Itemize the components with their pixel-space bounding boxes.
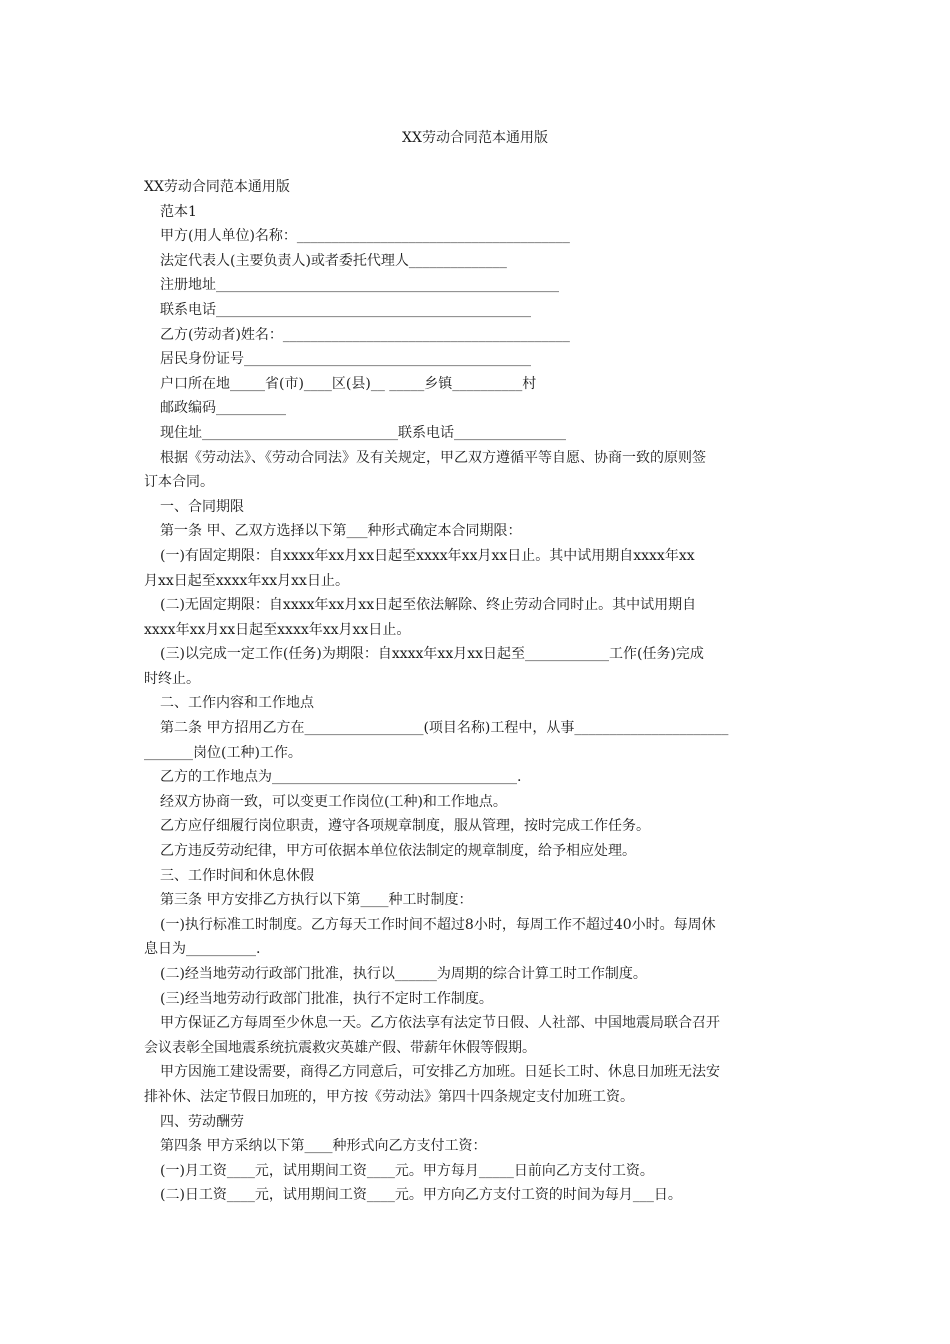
text-line: 乙方应仔细履行岗位职责，遵守各项规章制度，服从管理，按时完成工作任务。: [160, 818, 650, 835]
text-line: (二)经当地劳动行政部门批准，执行以______为周期的综合计算工时工作制度。: [160, 966, 647, 982]
text-line: (一)月工资____元，试用期间工资____元。甲方每月_____日前向乙方支付工资。: [160, 1162, 654, 1179]
text-line: 乙方的工作地点为___________________________________.: [160, 769, 522, 786]
text-line: 乙方违反劳动纪律，甲方可依据本单位依法制定的规章制度，给予相应处理。: [160, 843, 636, 860]
text-line: 三、工作时间和休息休假: [160, 867, 314, 884]
text-line: (二)日工资____元，试用期间工资____元。甲方向乙方支付工资的时间为每月___日。: [160, 1187, 682, 1204]
text-line: 甲方保证乙方每周至少休息一天。乙方依法享有法定节日假、人社部、中国地震局联合召开: [160, 1015, 720, 1032]
text-line: 联系电话_____________________________________________: [160, 301, 531, 318]
text-line: (三)经当地劳动行政部门批准，执行不定时工作制度。: [160, 990, 493, 1007]
text-line: 甲方(用人单位)名称：_______________________________________: [160, 228, 570, 245]
text-line: 根据《劳动法》、《劳动合同法》及有关规定，甲乙双方遵循平等自愿、协商一致的原则签: [160, 449, 706, 466]
text-line: 一、合同期限: [160, 498, 244, 515]
text-line: 息日为__________.: [144, 941, 261, 958]
text-line: (三)以完成一定工作(任务)为期限：自xxxx年xx月xx日起至____________工作(任务)完成: [160, 646, 704, 663]
text-line: xxxx年xx月xx日起至xxxx年xx月xx日止。: [144, 621, 411, 638]
text-line: 居民身份证号_________________________________________: [160, 351, 531, 368]
document-heading: XX劳动合同范本通用版: [144, 179, 290, 195]
text-line: 排补休、法定节假日加班的，甲方按《劳动法》第四十四条规定支付加班工资。: [144, 1088, 634, 1105]
text-line: 第三条 甲方安排乙方执行以下第____种工时制度：: [160, 892, 473, 909]
text-line: 乙方(劳动者)姓名：_________________________________________: [160, 326, 570, 343]
page-title: XX劳动合同范本通用版: [402, 130, 548, 146]
text-line: 邮政编码__________: [160, 400, 286, 417]
text-line: (一)执行标准工时制度。乙方每天工作时间不超过8小时，每周工作不超过40小时。每周休: [160, 916, 716, 933]
text-line: (一)有固定期限：自xxxx年xx月xx日起至xxxx年xx月xx日止。其中试用期自xxxx年xx: [160, 547, 695, 564]
text-line: 订本合同。: [144, 474, 214, 491]
text-line: 第四条 甲方采纳以下第____种形式向乙方支付工资：: [160, 1138, 487, 1155]
text-line: 户口所在地_____省(市)____区(县)__ _____乡镇__________村: [160, 375, 537, 392]
text-line: 月xx日起至xxxx年xx月xx日止。: [144, 572, 349, 589]
text-line: 会议表彰全国地震系统抗震救灾英雄产假、带薪年休假等假期。: [144, 1039, 536, 1056]
text-line: 四、劳动酬劳: [160, 1113, 244, 1130]
text-line: _______岗位(工种)工作。: [144, 744, 302, 761]
text-line: (二)无固定期限：自xxxx年xx月xx日起至依法解除、终止劳动合同时止。其中试用期自: [160, 597, 697, 614]
text-line: 法定代表人(主要负责人)或者委托代理人______________: [160, 252, 507, 269]
text-line: 时终止。: [144, 670, 200, 687]
text-line: 第一条 甲、乙双方选择以下第___种形式确定本合同期限：: [160, 523, 522, 540]
text-line: 甲方因施工建设需要，商得乙方同意后，可安排乙方加班。日延长工时、休息日加班无法安: [160, 1064, 720, 1081]
text-line: 第二条 甲方招用乙方在_________________(项目名称)工程中，从事______________________: [160, 720, 729, 737]
text-line: 经双方协商一致，可以变更工作岗位(工种)和工作地点。: [160, 793, 507, 810]
text-line: 二、工作内容和工作地点: [160, 695, 314, 712]
text-line: 范本1: [160, 203, 197, 220]
text-line: 注册地址_________________________________________________: [160, 277, 559, 294]
text-line: 现住址____________________________联系电话________________: [160, 424, 566, 441]
contract-text: [144, 175, 808, 1208]
